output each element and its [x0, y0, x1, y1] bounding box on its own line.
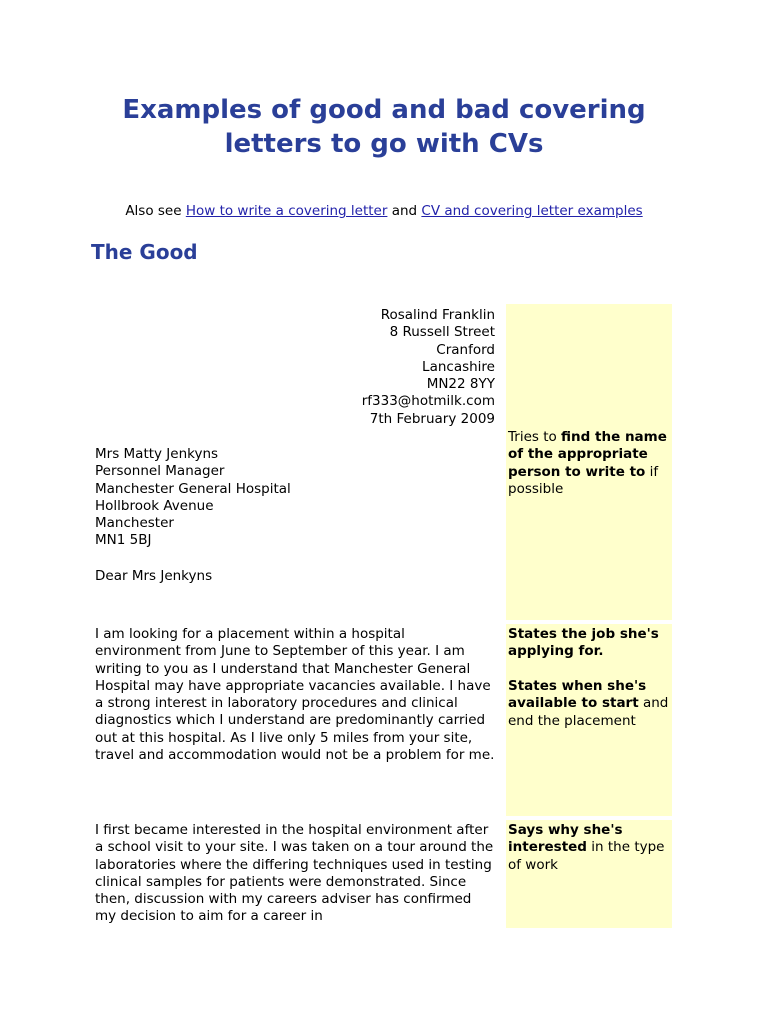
note-3-bold: States when she's available to start: [508, 678, 647, 712]
page-title-line-1: Examples of good and bad covering: [122, 95, 646, 125]
note-3-post: and end the placement: [508, 695, 669, 729]
also-see-line: [0, 202, 768, 220]
page-title-line-2: letters to go with CVs: [224, 129, 544, 159]
cv-covering-letter-examples-link[interactable]: CV and covering letter examples: [421, 203, 643, 219]
sender-street: 8 Russell Street: [389, 324, 495, 341]
letter-paragraph-1: I am looking for a placement within a hospital environment from June to September of this year. I am writing to you as I understand that Manchester General Hospital may have appropriate vacancies available. I have a strong interest in laboratory procedures and clinical diagnostics which I understand are predominantly carried out at this hospital. As I live only 5 miles from your site, travel and accommodation would not be a problem for me.: [95, 626, 495, 764]
also-see-middle: and: [387, 203, 422, 219]
recipient-postcode: MN1 5BJ: [95, 532, 152, 549]
recipient-organisation: Manchester General Hospital: [95, 480, 291, 497]
salutation: Dear Mrs Jenkyns: [95, 568, 213, 584]
section-heading-the-good: The Good: [91, 240, 198, 264]
also-see-prefix: Also see: [125, 203, 186, 219]
recipient-name: Mrs Matty Jenkyns: [95, 446, 219, 462]
note-2-bold: States the job she's applying for.: [508, 626, 659, 660]
note-1-bold: find the name of the appropriate person to write to: [508, 429, 667, 480]
note-states-availability: [508, 678, 672, 730]
sender-county: Lancashire: [422, 358, 495, 375]
how-to-write-covering-letter-link[interactable]: How to write a covering letter: [185, 203, 388, 219]
page-title: [0, 93, 768, 161]
note-states-job: [508, 626, 672, 661]
note-4-post: in the type of work: [508, 839, 665, 873]
sender-name: Rosalind Franklin: [380, 307, 495, 323]
note-4-bold: Says why she's interested: [508, 822, 623, 856]
sender-email: rf333@hotmilk.com: [361, 393, 495, 410]
letter-date: 7th February 2009: [369, 410, 495, 427]
sender-town: Cranford: [436, 341, 495, 358]
note-1-post: if possible: [508, 463, 659, 497]
sender-postcode: MN22 8YY: [426, 376, 495, 393]
recipient-address: [95, 446, 291, 550]
recipient-title: Personnel Manager: [95, 463, 225, 480]
note-find-recipient: [508, 429, 672, 498]
recipient-city: Manchester: [95, 515, 174, 532]
sender-address: [362, 307, 495, 428]
note-1-pre: Tries to: [508, 429, 562, 445]
note-says-why-interested: [508, 822, 672, 874]
recipient-street: Hollbrook Avenue: [95, 497, 214, 514]
letter-paragraph-2: I first became interested in the hospital environment after a school visit to your site. I was taken on a tour around the laboratories where the differing techniques used in testing clinical samples for patients were demonstrated. Since then, discussion with my careers adviser has confirmed my decision to aim for a career in: [95, 822, 494, 925]
